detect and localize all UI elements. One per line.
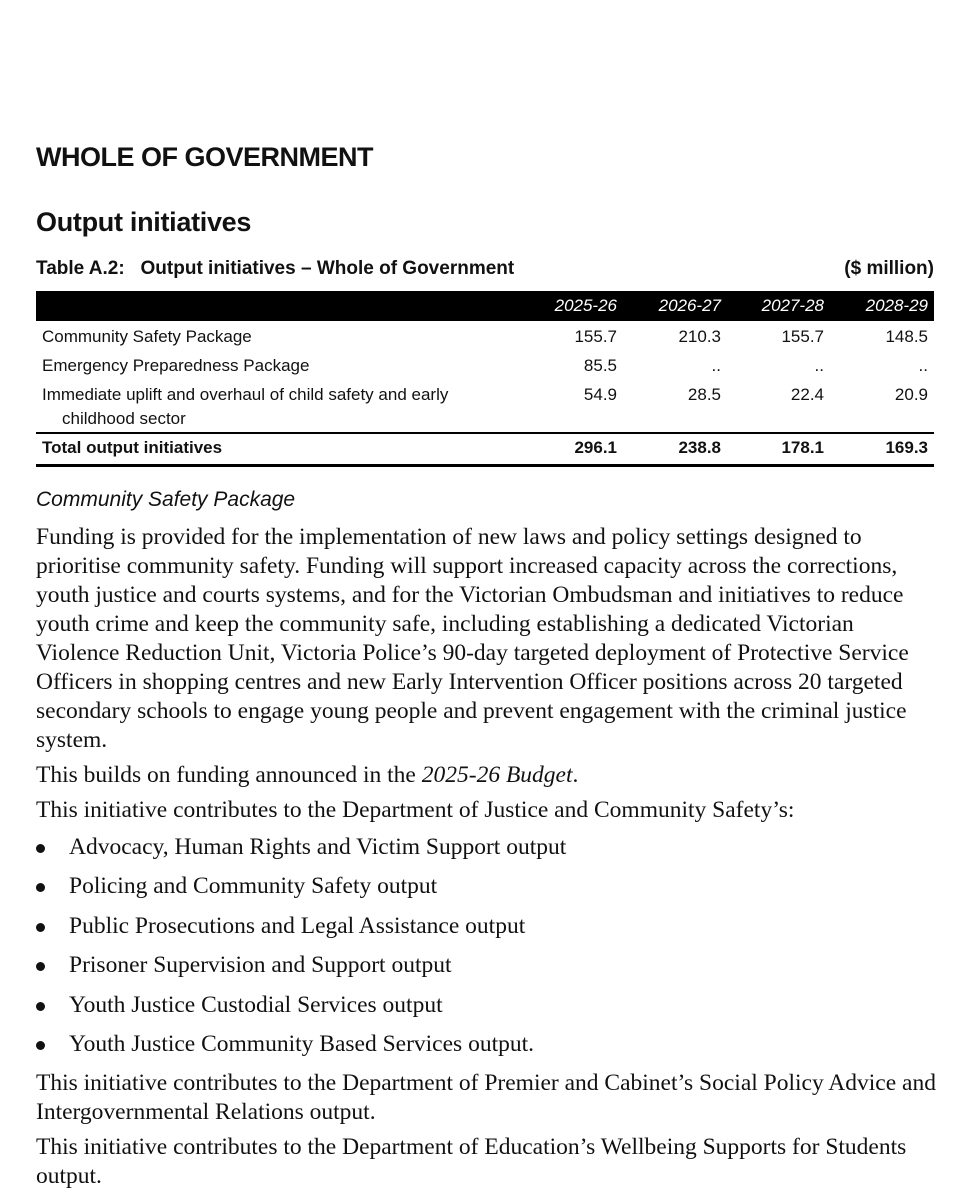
- output-bullet-list: [36, 833, 942, 1069]
- year-header: 2028-29: [865, 296, 928, 315]
- table-row: [36, 350, 934, 379]
- initiative-description: Funding is provided for the implementation of new laws and policy settings designed to prioritise community safety. Funding will support increased capacity across the corrections, youth justice and courts systems, and for the Victorian Ombudsman and initiatives to reduce youth crime and keep the community safe, including establishing a dedicated Victorian Violence Reduction Unit, Victoria Police’s 90-day targeted deployment of Protective Service Officers in shopping centres and new Early Intervention Officer positions across 20 targeted secondary schools to engage young people and prevent engagement with the criminal justice system.: [36, 524, 909, 753]
- cell-value: ..: [814, 356, 824, 375]
- total-value: 169.3: [885, 438, 928, 457]
- list-item: [36, 1030, 942, 1069]
- cell-value: ..: [711, 356, 721, 375]
- contributes-paragraph: This initiative contributes to the Department of Justice and Community Safety’s:: [36, 797, 795, 823]
- budget-reference: 2025-26 Budget: [421, 762, 573, 788]
- cell-value: 22.4: [790, 385, 824, 404]
- total-value: 296.1: [574, 438, 617, 457]
- list-item-text: Policing and Community Safety output: [69, 873, 438, 900]
- cell-value: 28.5: [687, 385, 721, 404]
- bullet-icon: [36, 1002, 45, 1011]
- premier-cabinet-paragraph: This initiative contributes to the Department of Premier and Cabinet’s Social Policy Advice and Intergovernmental Relations output.: [36, 1070, 936, 1125]
- row-label-continuation: childhood sector: [62, 409, 186, 428]
- list-item: [36, 833, 942, 872]
- bullet-icon: [36, 1041, 45, 1050]
- builds-on-paragraph: [36, 761, 942, 790]
- list-item-text: Youth Justice Community Based Services output.: [69, 1030, 534, 1057]
- list-item-text: Public Prosecutions and Legal Assistance output: [69, 912, 526, 939]
- table-caption: Table A.2: Output initiatives – Whole of Government: [36, 258, 515, 279]
- bullet-icon: [36, 923, 45, 932]
- section-title: WHOLE OF GOVERNMENT: [36, 142, 373, 172]
- year-header: 2027-28: [761, 296, 824, 315]
- row-label-line: Immediate uplift and overhaul of child safety and early: [42, 385, 449, 404]
- table-row: [36, 379, 934, 432]
- bullet-icon: [36, 962, 45, 971]
- cell-value: 155.7: [781, 327, 824, 346]
- bullet-icon: [36, 883, 45, 892]
- bullet-icon: [36, 844, 45, 853]
- row-label: Community Safety Package: [42, 327, 252, 346]
- cell-value: 148.5: [885, 327, 928, 346]
- table-total-row: [36, 432, 934, 467]
- output-initiatives-table: [36, 291, 934, 467]
- cell-value: 54.9: [583, 385, 617, 404]
- cell-value: ..: [918, 356, 928, 375]
- total-value: 178.1: [781, 438, 824, 457]
- total-label: Total output initiatives: [42, 438, 223, 457]
- education-paragraph: This initiative contributes to the Department of Education’s Wellbeing Supports for Students output.: [36, 1134, 907, 1189]
- table-row: [36, 321, 934, 350]
- builds-on-suffix: .: [572, 762, 579, 788]
- list-item-text: Prisoner Supervision and Support output: [69, 952, 452, 979]
- table-caption-row: [36, 258, 934, 284]
- cell-value: 20.9: [894, 385, 928, 404]
- total-value: 238.8: [678, 438, 721, 457]
- list-item: [36, 872, 942, 911]
- year-header: 2026-27: [658, 296, 721, 315]
- sub-title: Output initiatives: [36, 207, 252, 237]
- list-item: [36, 951, 942, 990]
- row-label: [42, 383, 512, 431]
- cell-value: 210.3: [678, 327, 721, 346]
- list-item: [36, 991, 942, 1030]
- table-header-row: [36, 291, 934, 321]
- table-units: ($ million): [844, 258, 934, 279]
- cell-value: 85.5: [583, 356, 617, 375]
- row-label: Emergency Preparedness Package: [42, 356, 310, 375]
- builds-on-prefix: This builds on funding announced in the: [36, 762, 422, 788]
- initiative-heading: Community Safety Package: [36, 488, 296, 511]
- list-item-text: Advocacy, Human Rights and Victim Support output: [69, 834, 567, 860]
- list-item-text: Youth Justice Custodial Services output: [69, 991, 443, 1018]
- list-item: [36, 912, 942, 951]
- year-header: 2025-26: [554, 296, 617, 315]
- cell-value: 155.7: [574, 327, 617, 346]
